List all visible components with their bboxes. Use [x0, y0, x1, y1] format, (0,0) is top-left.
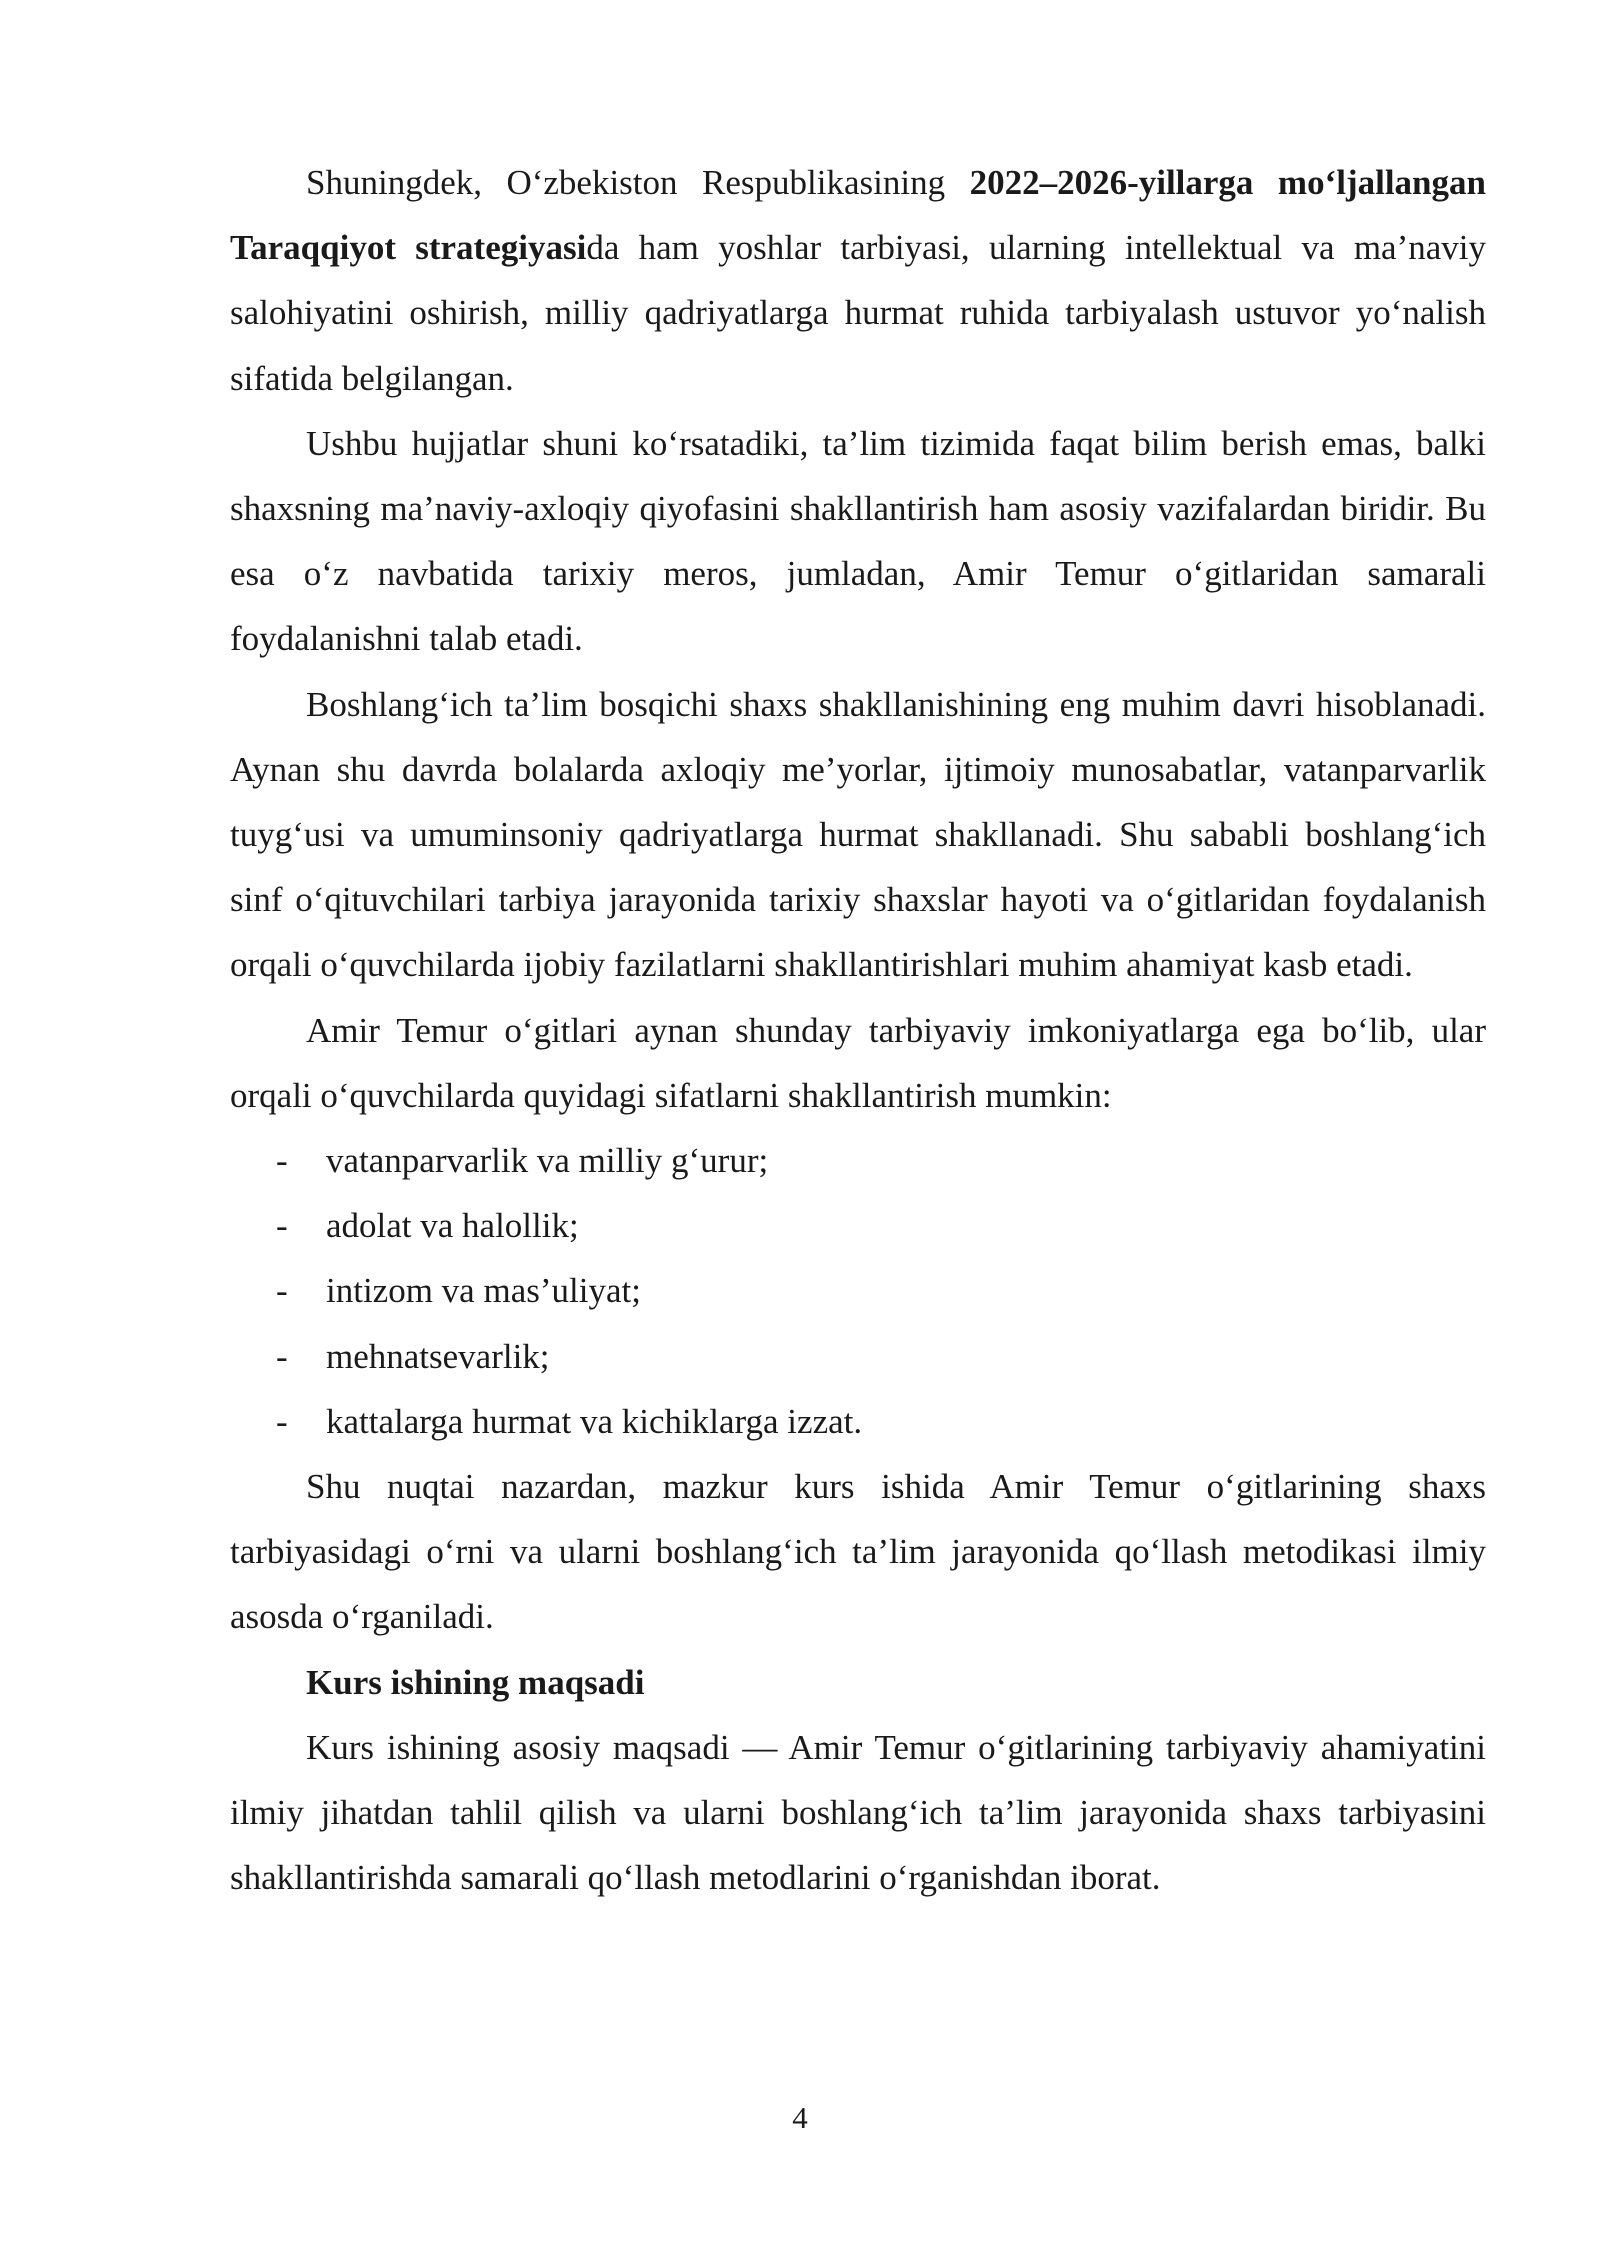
- list-item-text: intizom va mas’uliyat;: [326, 1271, 641, 1311]
- paragraph-course-goal: Kurs ishining asosiy maqsadi — Amir Temur o‘gitlarining tarbiyaviy ahamiyatini ilmiy jihatdan tahlil qilish va ularni boshlang‘ich ta’lim jarayonida shaxs tarbiyasini shakllantirishda samarali qo‘llash metodlarini o‘rganishdan iborat.: [230, 1727, 1486, 1898]
- list-item: [230, 1128, 1486, 1193]
- paragraph-documents: Ushbu hujjatlar shuni ko‘rsatadiki, ta’lim tizimida faqat bilim berish emas, balki shaxsning ma’naviy-axloqiy qiyofasini shakllantirish ham asosiy vazifalardan biridir. Bu esa o‘z navbatida tarixiy meros, jumladan, Amir Temur o‘gitlaridan samarali foydalanishni talab etadi.: [230, 423, 1486, 659]
- paragraph-strategy-bold: 2022–2026-yillarga mo‘ljallangan Taraqqiyot strategiyasi: [230, 163, 1486, 268]
- paragraph-amir-temur-teachings: Amir Temur o‘gitlari aynan shunday tarbiyaviy imkoniyatlarga ega bo‘lib, ular orqali o‘quvchilarda quyidagi sifatlarni shakllantirish mumkin:: [230, 1010, 1486, 1115]
- list-item-text: adolat va halollik;: [326, 1206, 579, 1246]
- list-item: [230, 1258, 1486, 1323]
- page-number: 4: [792, 2100, 808, 2135]
- paragraph-primary-education: Boshlang‘ich ta’lim bosqichi shaxs shakllanishining eng muhim davri hisoblanadi. Aynan shu davrda bolalarda axloqiy me’yorlar, ijtimoiy munosabatlar, vatanparvarlik tuyg‘usi va umuminsoniy qadriyatlarga hurmat shakllanadi. Shu sababli boshlang‘ich sinf o‘qituvchilari tarbiya jarayonida tarixiy shaxslar hayoti va o‘gitlaridan foydalanish orqali o‘quvchilarda ijobiy fazilatlarni shakllantirishlari muhim ahamiyat kasb etadi.: [230, 684, 1486, 985]
- qualities-list: [230, 1128, 1486, 1454]
- list-marker: -: [276, 1206, 288, 1246]
- list-item: [230, 1324, 1486, 1389]
- page-content: [230, 150, 1486, 1910]
- list-marker: -: [276, 1141, 288, 1181]
- list-marker: -: [276, 1401, 288, 1441]
- list-item: [230, 1193, 1486, 1258]
- list-marker: -: [276, 1271, 288, 1311]
- paragraph-strategy-start: Shuningdek, O‘zbekiston Respublikasining: [306, 163, 970, 202]
- section-heading: Kurs ishining maqsadi: [306, 1662, 645, 1702]
- paragraph-strategy: [230, 150, 1486, 411]
- list-item: [230, 1389, 1486, 1454]
- paragraph-course-work-focus: Shu nuqtai nazardan, mazkur kurs ishida Amir Temur o‘gitlarining shaxs tarbiyasidagi o‘rni va ularni boshlang‘ich ta’lim jarayonida qo‘llash metodikasi ilmiy asosda o‘rganiladi.: [230, 1467, 1486, 1637]
- list-item-text: mehnatsevarlik;: [326, 1336, 550, 1376]
- list-item-text: kattalarga hurmat va kichiklarga izzat.: [326, 1401, 863, 1441]
- paragraph-strategy-end: da ham yoshlar tarbiyasi, ularning intellektual va ma’naviy salohiyatini oshirish, milliy qadriyatlarga hurmat ruhida tarbiyalash ustuvor yo‘nalish sifatida belgilangan.: [230, 228, 1487, 398]
- list-item-text: vatanparvarlik va milliy g‘urur;: [326, 1141, 769, 1181]
- list-marker: -: [276, 1336, 288, 1376]
